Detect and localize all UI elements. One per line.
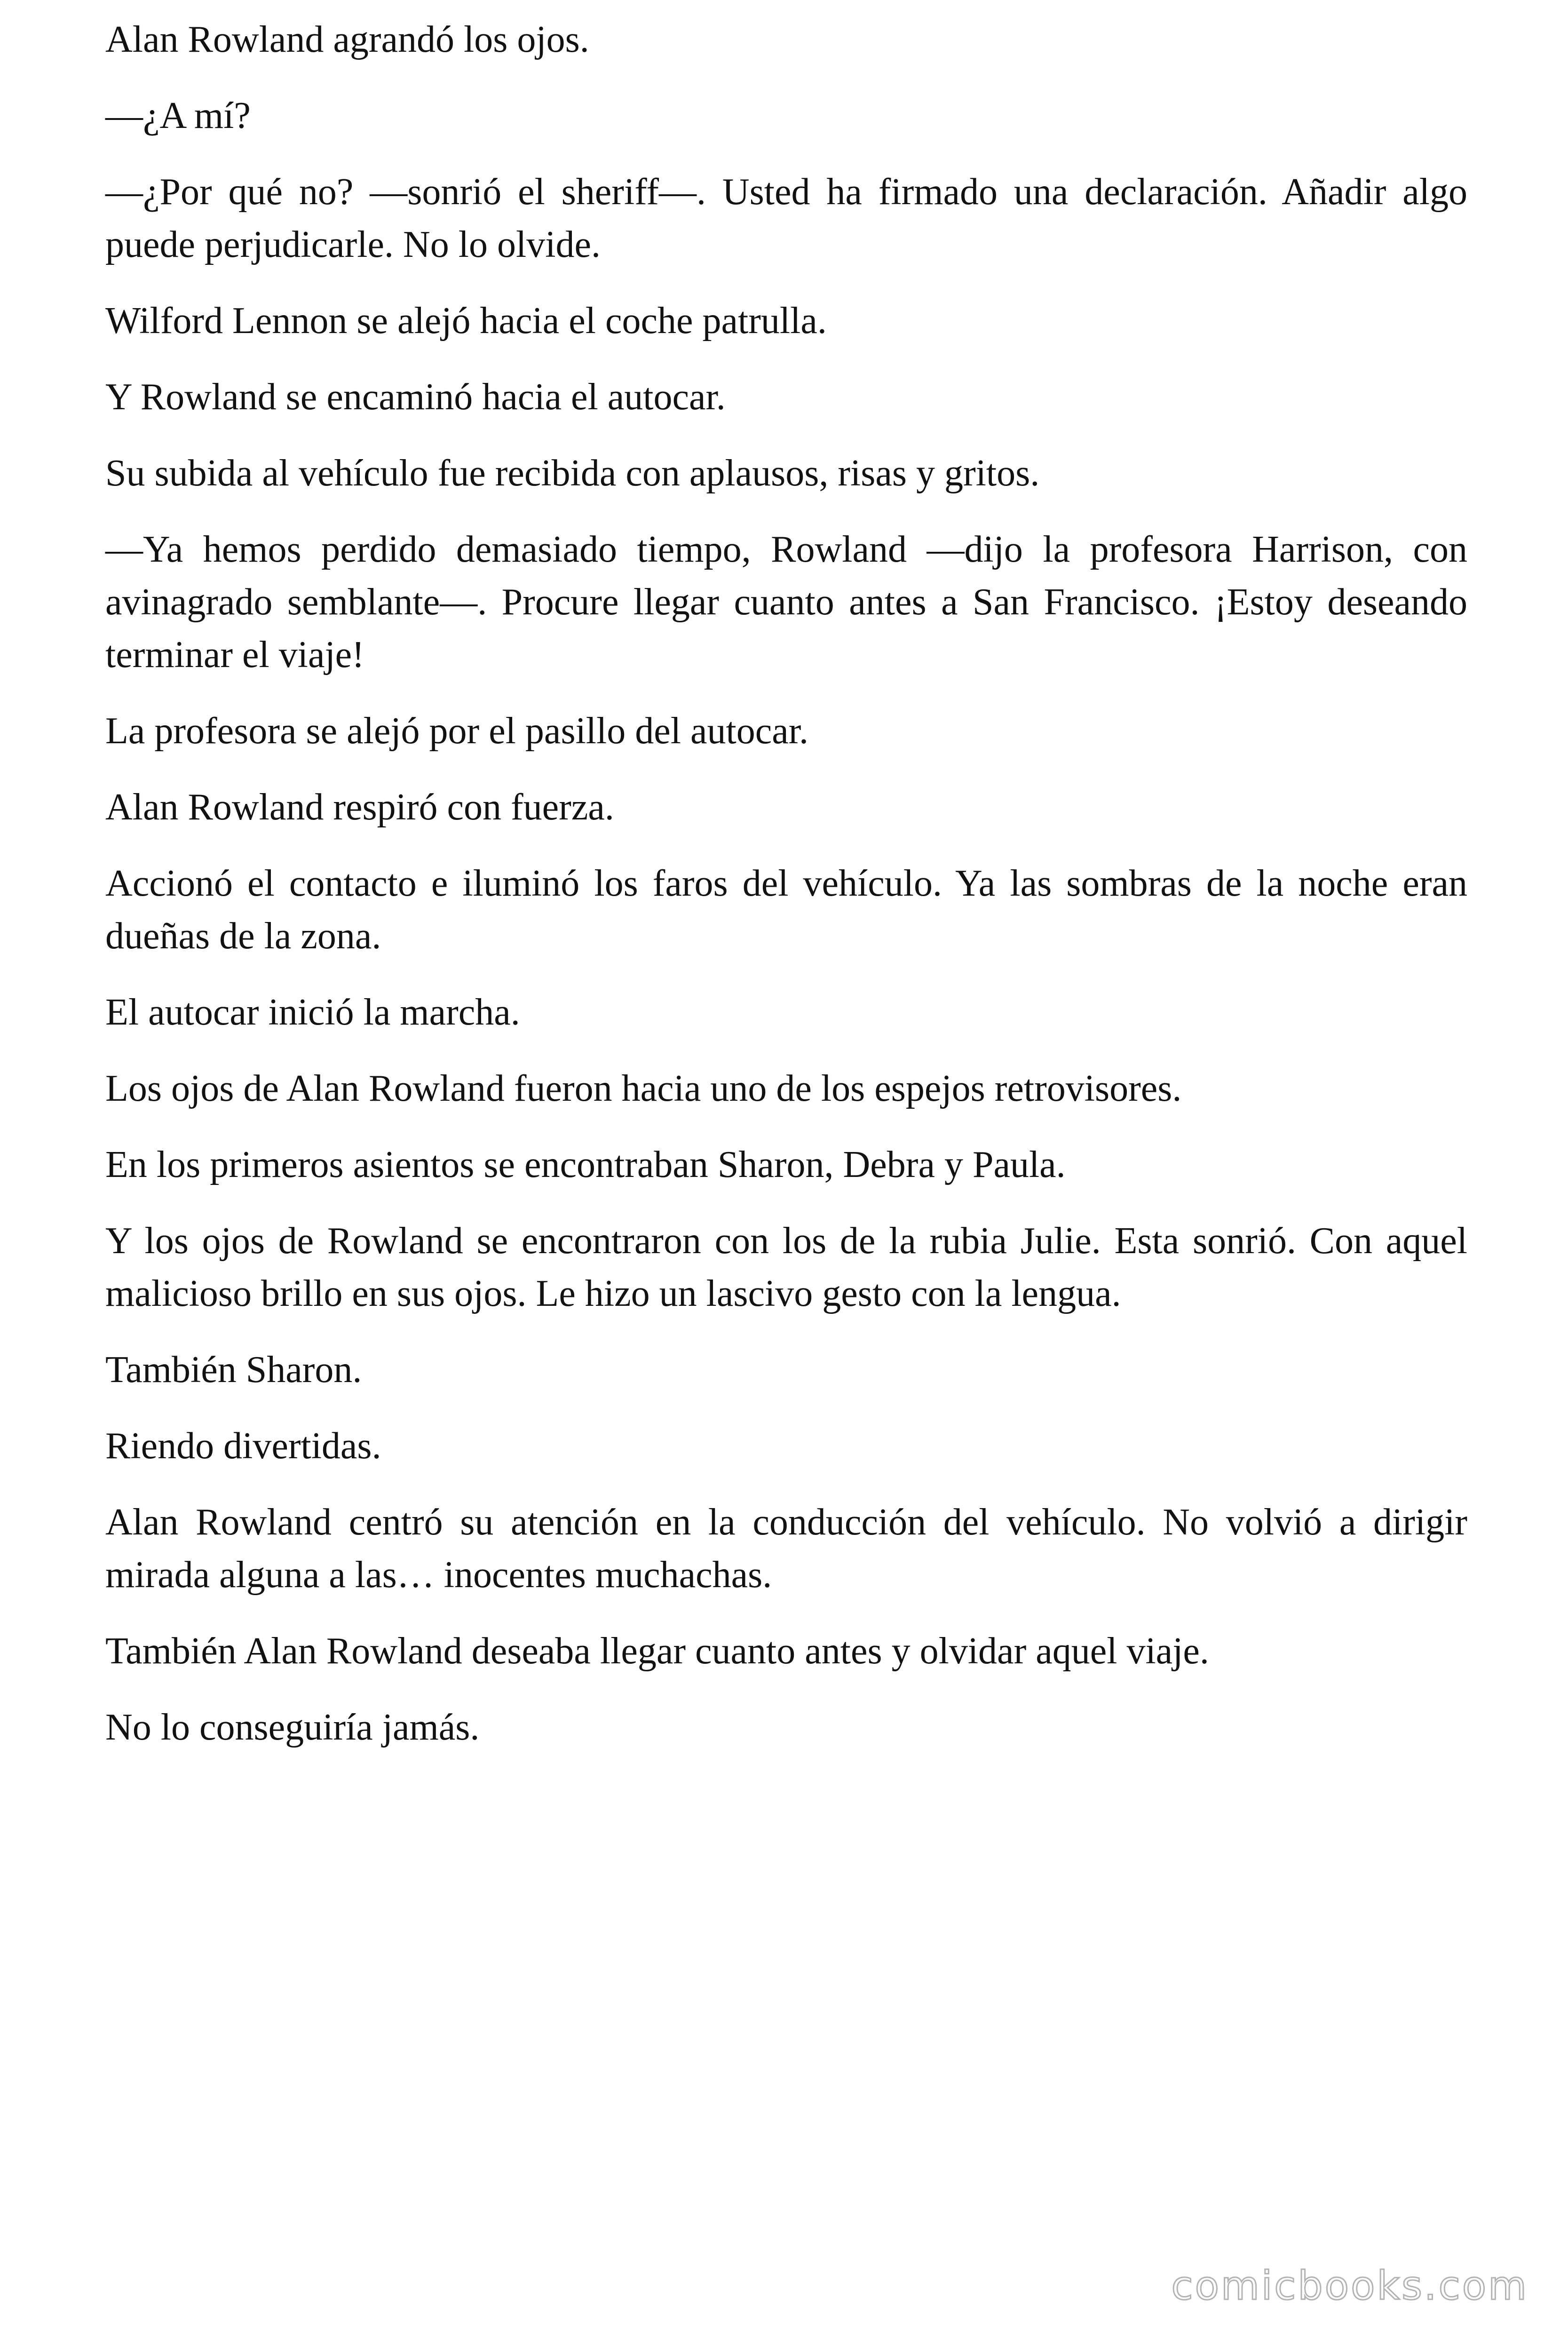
paragraph: —¿Por qué no? —sonrió el sheriff—. Usted ha firmado una declaración. Añadir algo puede perjudicarle. No lo olvide.: [105, 171, 1467, 265]
paragraph: Riendo divertidas.: [105, 1425, 381, 1467]
paragraph: En los primeros asientos se encontraban Sharon, Debra y Paula.: [105, 1144, 1066, 1185]
paragraph: —Ya hemos perdido demasiado tiempo, Rowland —dijo la profesora Harrison, con avinagrado semblante—. Procure llegar cuanto antes a San Francisco. ¡Estoy deseando terminar el viaje!: [105, 529, 1467, 675]
paragraph: Alan Rowland agrandó los ojos.: [105, 19, 589, 60]
paragraph: Wilford Lennon se alejó hacia el coche patrulla.: [105, 300, 827, 342]
paragraph: La profesora se alejó por el pasillo del autocar.: [105, 710, 808, 752]
paragraph: Accionó el contacto e iluminó los faros del vehículo. Ya las sombras de la noche eran dueñas de la zona.: [105, 863, 1467, 957]
paragraph: —¿A mí?: [105, 95, 251, 136]
paragraph: Alan Rowland centró su atención en la conducción del vehículo. No volvió a dirigir mirada alguna a las… inocentes muchachas.: [105, 1502, 1467, 1596]
paragraph: Alan Rowland respiró con fuerza.: [105, 787, 614, 828]
paragraph: También Alan Rowland deseaba llegar cuanto antes y olvidar aquel viaje.: [105, 1630, 1209, 1672]
page-body: [105, 13, 1467, 1777]
watermark: comicbooks.com: [1171, 2263, 1528, 2309]
paragraph: Y Rowland se encaminó hacia el autocar.: [105, 376, 726, 418]
paragraph: No lo conseguiría jamás.: [105, 1707, 480, 1748]
paragraph: Los ojos de Alan Rowland fueron hacia uno de los espejos retrovisores.: [105, 1068, 1182, 1109]
paragraph: También Sharon.: [105, 1349, 362, 1391]
paragraph: Y los ojos de Rowland se encontraron con los de la rubia Julie. Esta sonrió. Con aquel malicioso brillo en sus ojos. Le hizo un lascivo gesto con la lengua.: [105, 1220, 1467, 1314]
paragraph: El autocar inició la marcha.: [105, 992, 520, 1033]
paragraph: Su subida al vehículo fue recibida con aplausos, risas y gritos.: [105, 453, 1040, 494]
